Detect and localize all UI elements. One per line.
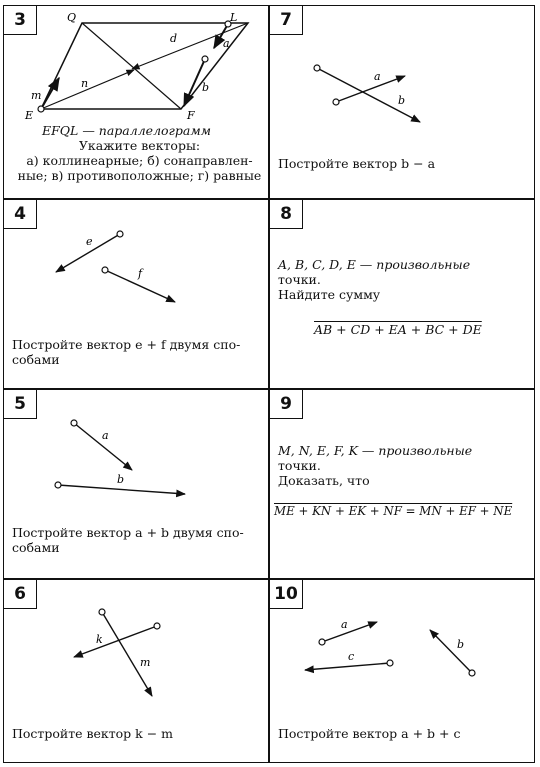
task-text — [12, 337, 267, 367]
task-line: Доказать, что — [278, 473, 370, 488]
vector-label-b: b — [117, 473, 125, 486]
task-text — [278, 257, 533, 302]
task-text: Постройте вектор k − m — [12, 726, 173, 741]
task-text: Постройте вектор b − a — [278, 156, 436, 171]
task-text-body — [12, 138, 267, 183]
vector-label-f: f — [138, 267, 143, 280]
vector-label-a: a — [102, 429, 109, 442]
vector-k — [74, 626, 157, 657]
vector-label-k: k — [96, 633, 103, 646]
task-line: точки. — [278, 458, 321, 473]
task-card-8 — [269, 199, 535, 389]
task-card-5 — [3, 389, 269, 579]
task-line: A, B, C, D, E — произвольные — [278, 257, 471, 272]
point-label-e: E — [25, 109, 34, 122]
task-text — [42, 123, 262, 138]
vector-label-m: m — [31, 89, 42, 102]
task-number: 9 — [269, 389, 303, 419]
vector-label-b: b — [398, 94, 406, 107]
vector-label-e: e — [86, 235, 93, 248]
vector-b — [58, 485, 185, 494]
diagonal-qf — [82, 23, 181, 109]
vector-m — [41, 78, 59, 109]
vector-m — [102, 612, 152, 696]
vector-label-m: m — [140, 656, 151, 669]
task-line: собами — [12, 352, 60, 367]
task-text — [12, 525, 267, 555]
point-label-l: L — [230, 11, 238, 24]
task-line: а) коллинеарные; б) сонаправлен- — [26, 153, 253, 168]
vector-c — [305, 663, 390, 670]
task-line: M, N, E, F, K — произвольные — [278, 443, 473, 458]
task-card-4 — [3, 199, 269, 389]
task-line: Постройте вектор a + b двумя спо- — [12, 525, 244, 540]
task-number: 10 — [269, 579, 303, 609]
task-number: 3 — [3, 5, 37, 35]
task-number: 8 — [269, 199, 303, 229]
vector-label-a: a — [374, 70, 381, 83]
point-label-f: F — [187, 109, 195, 122]
point-label-q: Q — [67, 11, 77, 24]
task-line: точки. — [278, 272, 321, 287]
task-card-grid — [3, 5, 535, 763]
vector-label-b: b — [457, 638, 465, 651]
task-line: Найдите сумму — [278, 287, 381, 302]
vector-a — [322, 622, 377, 642]
task-card-6 — [3, 579, 269, 763]
task-card-10 — [269, 579, 535, 763]
task-number: 6 — [3, 579, 37, 609]
task-card-7 — [269, 5, 535, 199]
task-card-9 — [269, 389, 535, 579]
task-card-3 — [3, 5, 269, 199]
task-text — [278, 443, 533, 488]
vector-label-d: d — [170, 32, 178, 45]
task-line: ные; в) противоположные; г) равные — [17, 168, 262, 183]
vector-a — [336, 76, 405, 102]
vector-label-c: c — [348, 650, 355, 663]
task-text: Постройте вектор a + b + c — [278, 726, 461, 741]
vector-b — [430, 630, 472, 673]
task-title: EFQL — параллелограмм — [42, 123, 212, 138]
task-number: 7 — [269, 5, 303, 35]
task-line: Укажите векторы: — [78, 138, 201, 153]
task-line: Постройте вектор e + f двумя спо- — [12, 337, 241, 352]
vector-label-b: b — [202, 81, 210, 94]
vector-sum-formula: AB + CD + EA + BC + DE — [314, 322, 482, 337]
vector-label-a: a — [341, 618, 348, 631]
task-line: собами — [12, 540, 60, 555]
task-number: 5 — [3, 389, 37, 419]
vector-label-a: a — [223, 37, 230, 50]
task-number: 4 — [3, 199, 37, 229]
vector-identity-formula: ME + KN + EK + NF = MN + EF + NE — [274, 504, 513, 518]
vector-label-n: n — [81, 77, 89, 90]
